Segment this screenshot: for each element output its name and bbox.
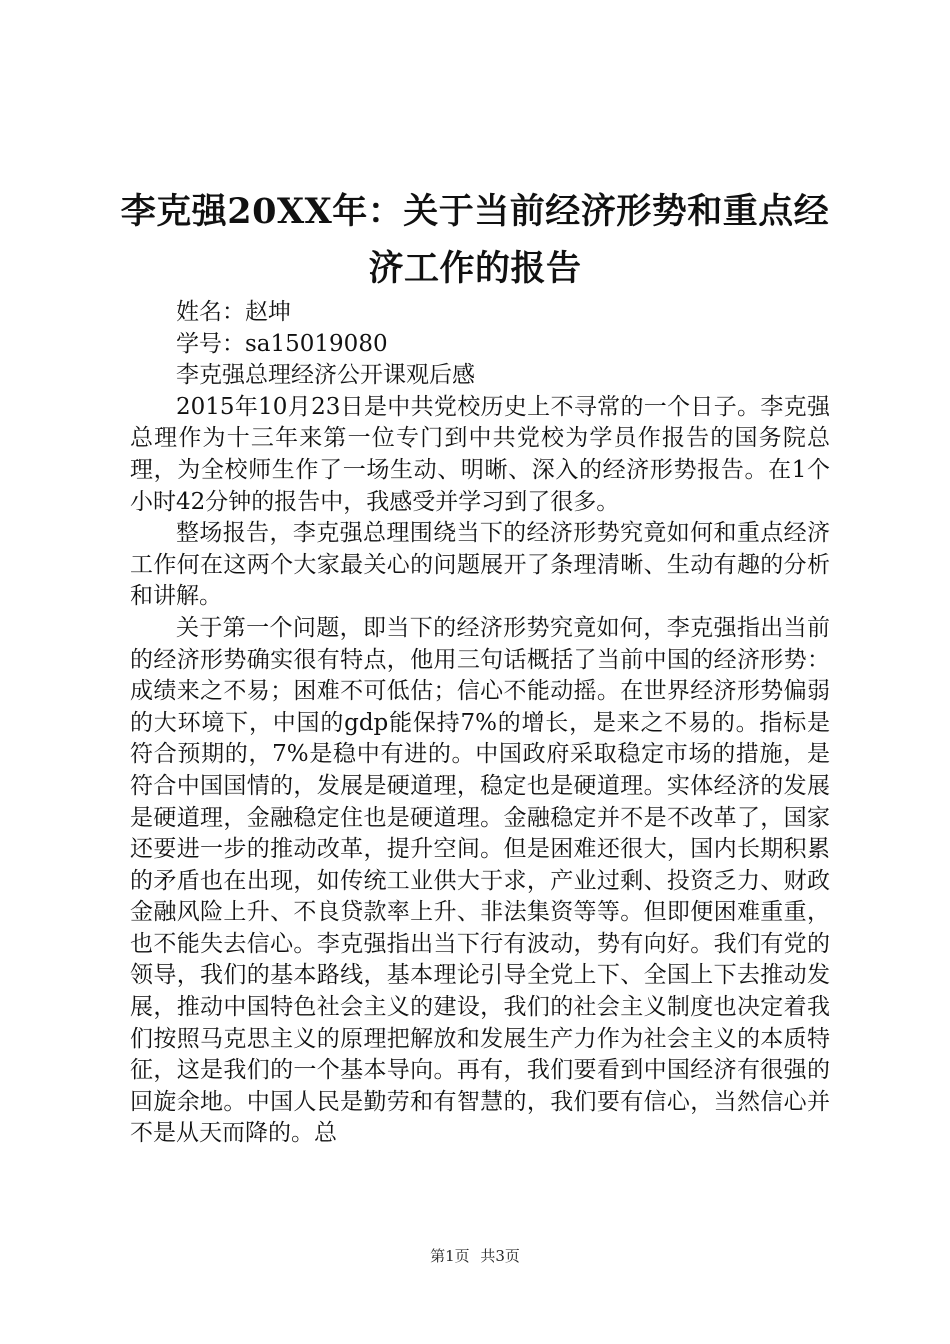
document-title-line-2: 济工作的报告 (368, 248, 582, 289)
author-name-line: 姓名：赵坤 (176, 299, 291, 325)
page-footer (0, 1246, 950, 1266)
student-id-line: 学号：sa15019080 (176, 330, 388, 357)
document-body (130, 297, 830, 1150)
body-paragraph-1: 2015年10月23日是中共党校历史上不寻常的一个日子。李克强总理作为十三年来第一位专门到中共党校为学员作报告的国务院总理，为全校师生作了一场生动、明晰、深入的经济形势报告。在1个小时42分钟的报告中，我感受并学习到了很多。 (130, 393, 830, 515)
page-number: 第1页 (430, 1247, 470, 1265)
page-total: 共3页 (480, 1247, 520, 1265)
body-paragraph-3: 关于第一个问题，即当下的经济形势究竟如何，李克强指出当前的经济形势确实很有特点，他用三句话概括了当前中国的经济形势：成绩来之不易；困难不可低估；信心不能动摇。在世界经济形势偏弱的大环境下，中国的gdp能保持7%的增长，是来之不易的。指标是符合预期的，7%是稳中有进的。中国政府采取稳定市场的措施，是符合中国国情的，发展是硬道理，稳定也是硬道理。实体经济的发展是硬道理，金融稳定住也是硬道理。金融稳定并不是不改革了，国家还要进一步的推动改革，提升空间。但是困难还很大，国内长期积累的矛盾也在出现，如传统工业供大于求，产业过剩、投资乏力、财政金融风险上升、不良贷款率上升、非法集资等等。但即便困难重重，也不能失去信心。李克强指出当下行有波动，势有向好。我们有党的领导，我们的基本路线，基本理论引导全党上下、全国上下去推动发展，推动中国特色社会主义的建设，我们的社会主义制度也决定着我们按照马克思主义的原理把解放和发展生产力作为社会主义的本质特征，这是我们的一个基本导向。再有，我们要看到中国经济有很强的回旋余地。中国人民是勤劳和有智慧的，我们要有信心，当然信心并不是从天而降的。总 (130, 614, 830, 1147)
document-subtitle: 李克强总理经济公开课观后感 (176, 362, 475, 389)
document-title-line-1: 李克强20XX年：关于当前经济形势和重点经 (120, 191, 830, 232)
body-paragraph-2: 整场报告，李克强总理围绕当下的经济形势究竟如何和重点经济工作何在这两个大家最关心的问题展开了条理清晰、生动有趣的分析和讲解。 (130, 520, 830, 610)
